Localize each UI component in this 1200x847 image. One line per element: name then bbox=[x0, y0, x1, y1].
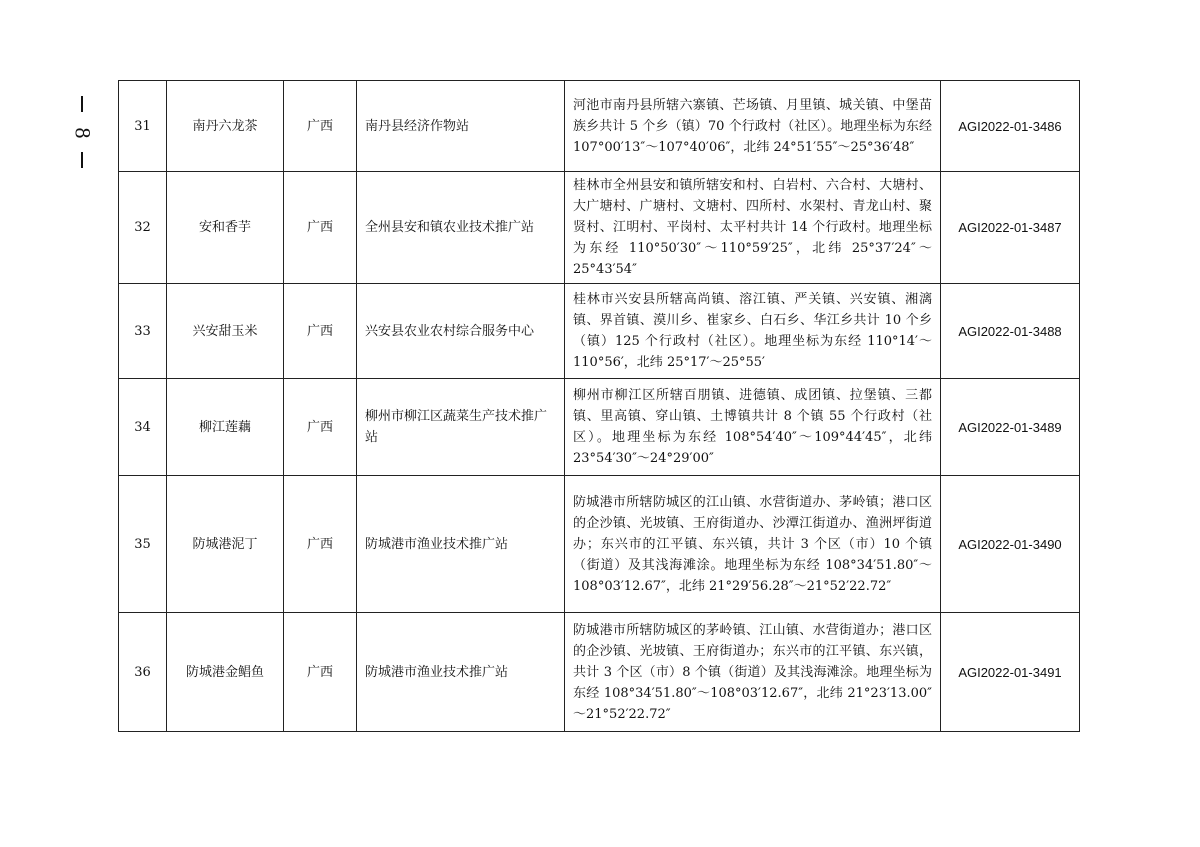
row-number: 34 bbox=[119, 379, 167, 476]
product-name: 安和香芋 bbox=[167, 172, 284, 284]
protection-scope: 桂林市兴安县所辖高尚镇、溶江镇、严关镇、兴安镇、湘漓镇、界首镇、漠川乡、崔家乡、白石乡、华江乡共计 10 个乡（镇）125 个行政村（社区）。地理坐标为东经 110°14′～110°56′，北纬 25°17′～25°55′ bbox=[565, 284, 941, 379]
table-row bbox=[119, 284, 1080, 379]
protection-scope: 桂林市全州县安和镇所辖安和村、白岩村、六合村、大塘村、大广塘村、广塘村、文塘村、四所村、水架村、青龙山村、聚贤村、江明村、平岗村、太平村共计 14 个行政村。地理坐标为东经 110°50′30″～110°59′25″，北纬 25°37′24″～25°43′54″ bbox=[565, 172, 941, 284]
registration-code: AGI2022-01-3486 bbox=[941, 81, 1080, 172]
product-name: 兴安甜玉米 bbox=[167, 284, 284, 379]
product-name: 柳江莲藕 bbox=[167, 379, 284, 476]
province: 广西 bbox=[284, 476, 357, 613]
registration-code: AGI2022-01-3487 bbox=[941, 172, 1080, 284]
protection-scope: 防城港市所辖防城区的茅岭镇、江山镇、水营街道办；港口区的企沙镇、光坡镇、王府街道办；东兴市的江平镇、东兴镇，共计 3 个区（市）8 个镇（街道）及其浅海滩涂。地理坐标为东经 108°34′51.80″～108°03′12.67″，北纬 21°23′13.00″～21°52′22.72″ bbox=[565, 613, 941, 732]
protection-scope: 防城港市所辖防城区的江山镇、水营街道办、茅岭镇；港口区的企沙镇、光坡镇、王府街道办、沙潭江街道办、渔洲坪街道办；东兴市的江平镇、东兴镇，共计 3 个区（市）10 个镇（街道）及其浅海滩涂。地理坐标为东经 108°34′51.80″～108°03′12.67″，北纬 21°29′56.28″～21°52′22.72″ bbox=[565, 476, 941, 613]
protection-scope: 柳州市柳江区所辖百朋镇、进德镇、成团镇、拉堡镇、三都镇、里高镇、穿山镇、土博镇共计 8 个镇 55 个行政村（社区）。地理坐标为东经 108°54′40″～109°44′45″，北纬 23°54′30″～24°29′00″ bbox=[565, 379, 941, 476]
row-number: 36 bbox=[119, 613, 167, 732]
row-number: 33 bbox=[119, 284, 167, 379]
table-row bbox=[119, 172, 1080, 284]
applicant-org: 柳州市柳江区蔬菜生产技术推广站 bbox=[357, 379, 565, 476]
row-number: 35 bbox=[119, 476, 167, 613]
row-number: 31 bbox=[119, 81, 167, 172]
province: 广西 bbox=[284, 379, 357, 476]
page-number bbox=[62, 96, 102, 170]
registration-table bbox=[118, 80, 1080, 732]
province: 广西 bbox=[284, 284, 357, 379]
page-number-value: 8 bbox=[70, 127, 95, 139]
province: 广西 bbox=[284, 613, 357, 732]
registration-code: AGI2022-01-3489 bbox=[941, 379, 1080, 476]
applicant-org: 全州县安和镇农业技术推广站 bbox=[357, 172, 565, 284]
applicant-org: 兴安县农业农村综合服务中心 bbox=[357, 284, 565, 379]
province: 广西 bbox=[284, 81, 357, 172]
table-row bbox=[119, 476, 1080, 613]
row-number: 32 bbox=[119, 172, 167, 284]
table-row bbox=[119, 613, 1080, 732]
registration-code: AGI2022-01-3488 bbox=[941, 284, 1080, 379]
page-number-dash-top bbox=[81, 96, 83, 112]
product-name: 防城港泥丁 bbox=[167, 476, 284, 613]
province: 广西 bbox=[284, 172, 357, 284]
product-name: 防城港金鲳鱼 bbox=[167, 613, 284, 732]
page-number-dash-bottom bbox=[81, 152, 83, 168]
table-row bbox=[119, 379, 1080, 476]
registration-code: AGI2022-01-3490 bbox=[941, 476, 1080, 613]
protection-scope: 河池市南丹县所辖六寨镇、芒场镇、月里镇、城关镇、中堡苗族乡共计 5 个乡（镇）70 个行政村（社区）。地理坐标为东经 107°00′13″～107°40′06″，北纬 24°51′55″～25°36′48″ bbox=[565, 81, 941, 172]
applicant-org: 防城港市渔业技术推广站 bbox=[357, 476, 565, 613]
registration-code: AGI2022-01-3491 bbox=[941, 613, 1080, 732]
product-name: 南丹六龙茶 bbox=[167, 81, 284, 172]
table-row bbox=[119, 81, 1080, 172]
applicant-org: 南丹县经济作物站 bbox=[357, 81, 565, 172]
applicant-org: 防城港市渔业技术推广站 bbox=[357, 613, 565, 732]
